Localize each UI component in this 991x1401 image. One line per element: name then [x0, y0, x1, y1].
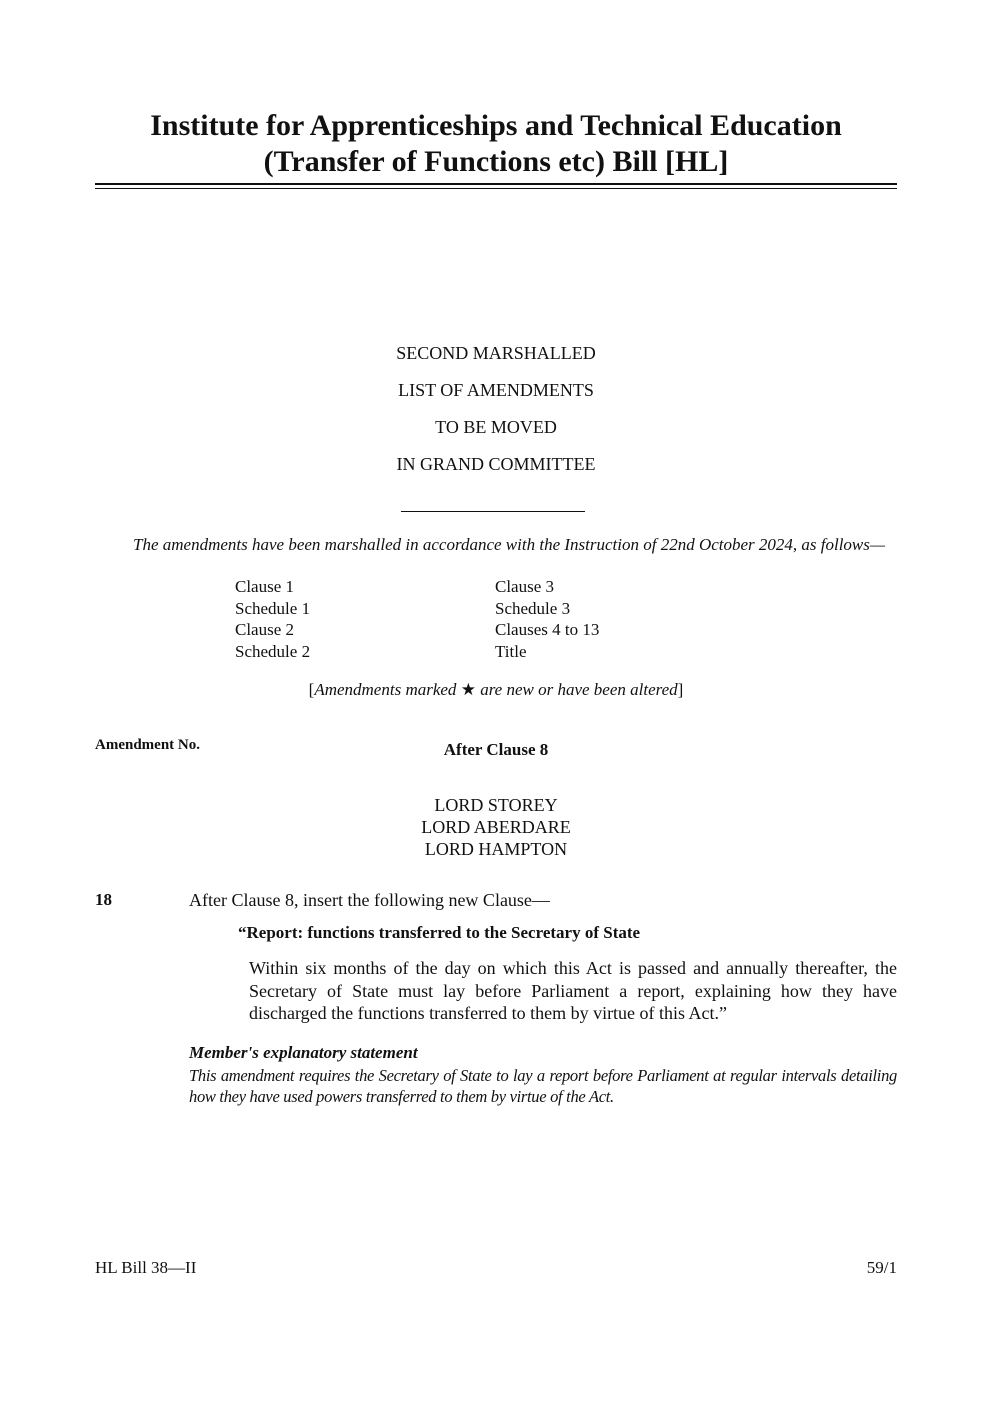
member-name: LORD STOREY [434, 795, 558, 815]
order-item: Clauses 4 to 13 [495, 620, 600, 639]
statement-text: This amendment requires the Secretary of State to lay a report before Parliament at regular intervals detailing how they have used powers transferred to them by virtue of the Act. [189, 1066, 897, 1106]
list-heading-2: LIST OF AMENDMENTS [398, 380, 594, 400]
list-heading-4: IN GRAND COMMITTEE [396, 454, 596, 474]
order-item: Clause 2 [235, 620, 295, 639]
order-item: Schedule 3 [495, 598, 571, 618]
star-icon: ★ [460, 680, 476, 699]
order-item: Schedule 2 [235, 641, 311, 661]
title-line-2: (Transfer of Functions etc) Bill [HL] [263, 145, 729, 178]
amendment-no-label: Amendment No. [95, 737, 200, 753]
order-column-1 [235, 576, 310, 662]
title-line-1: Institute for Apprenticeships and Technical Education [150, 109, 842, 142]
divider [401, 511, 585, 512]
title-rule-thin [95, 188, 897, 189]
list-heading-1: SECOND MARSHALLED [396, 343, 596, 363]
star-note: [Amendments marked ★ are new or have been altered] [308, 680, 684, 699]
footer-page-ref: 59/1 [866, 1258, 897, 1277]
intro-text: The amendments have been marshalled in accordance with the Instruction of 22nd October 2024, as follows— [133, 535, 886, 554]
title-rule [95, 183, 897, 185]
amendment-instruction: After Clause 8, insert the following new Clause— [189, 890, 550, 910]
star-note-text: Amendments marked [314, 680, 461, 699]
order-item: Clause 1 [235, 577, 295, 596]
clause-text: Within six months of the day on which this Act is passed and annually thereafter, the Secretary of State must lay before Parliament a report, explaining how they have discharged the functions transferred to them by virtue of this Act.” [249, 958, 897, 1023]
order-item: Clause 3 [495, 577, 555, 596]
statement-heading: Member's explanatory statement [189, 1043, 418, 1062]
order-column-2 [495, 576, 599, 662]
member-name: LORD HAMPTON [424, 839, 568, 859]
list-heading-3: TO BE MOVED [435, 417, 557, 437]
footer-bill-number: HL Bill 38—II [95, 1258, 197, 1277]
bill-title [95, 108, 897, 180]
star-note-text: are new or have been altered [475, 680, 678, 699]
section-heading: After Clause 8 [443, 740, 549, 759]
order-item: Schedule 1 [235, 598, 311, 618]
amendment-number: 18 [95, 890, 112, 909]
order-item: Title [495, 641, 527, 661]
member-name: LORD ABERDARE [421, 817, 571, 837]
clause-heading: “Report: functions transferred to the Secretary of State [238, 923, 641, 942]
